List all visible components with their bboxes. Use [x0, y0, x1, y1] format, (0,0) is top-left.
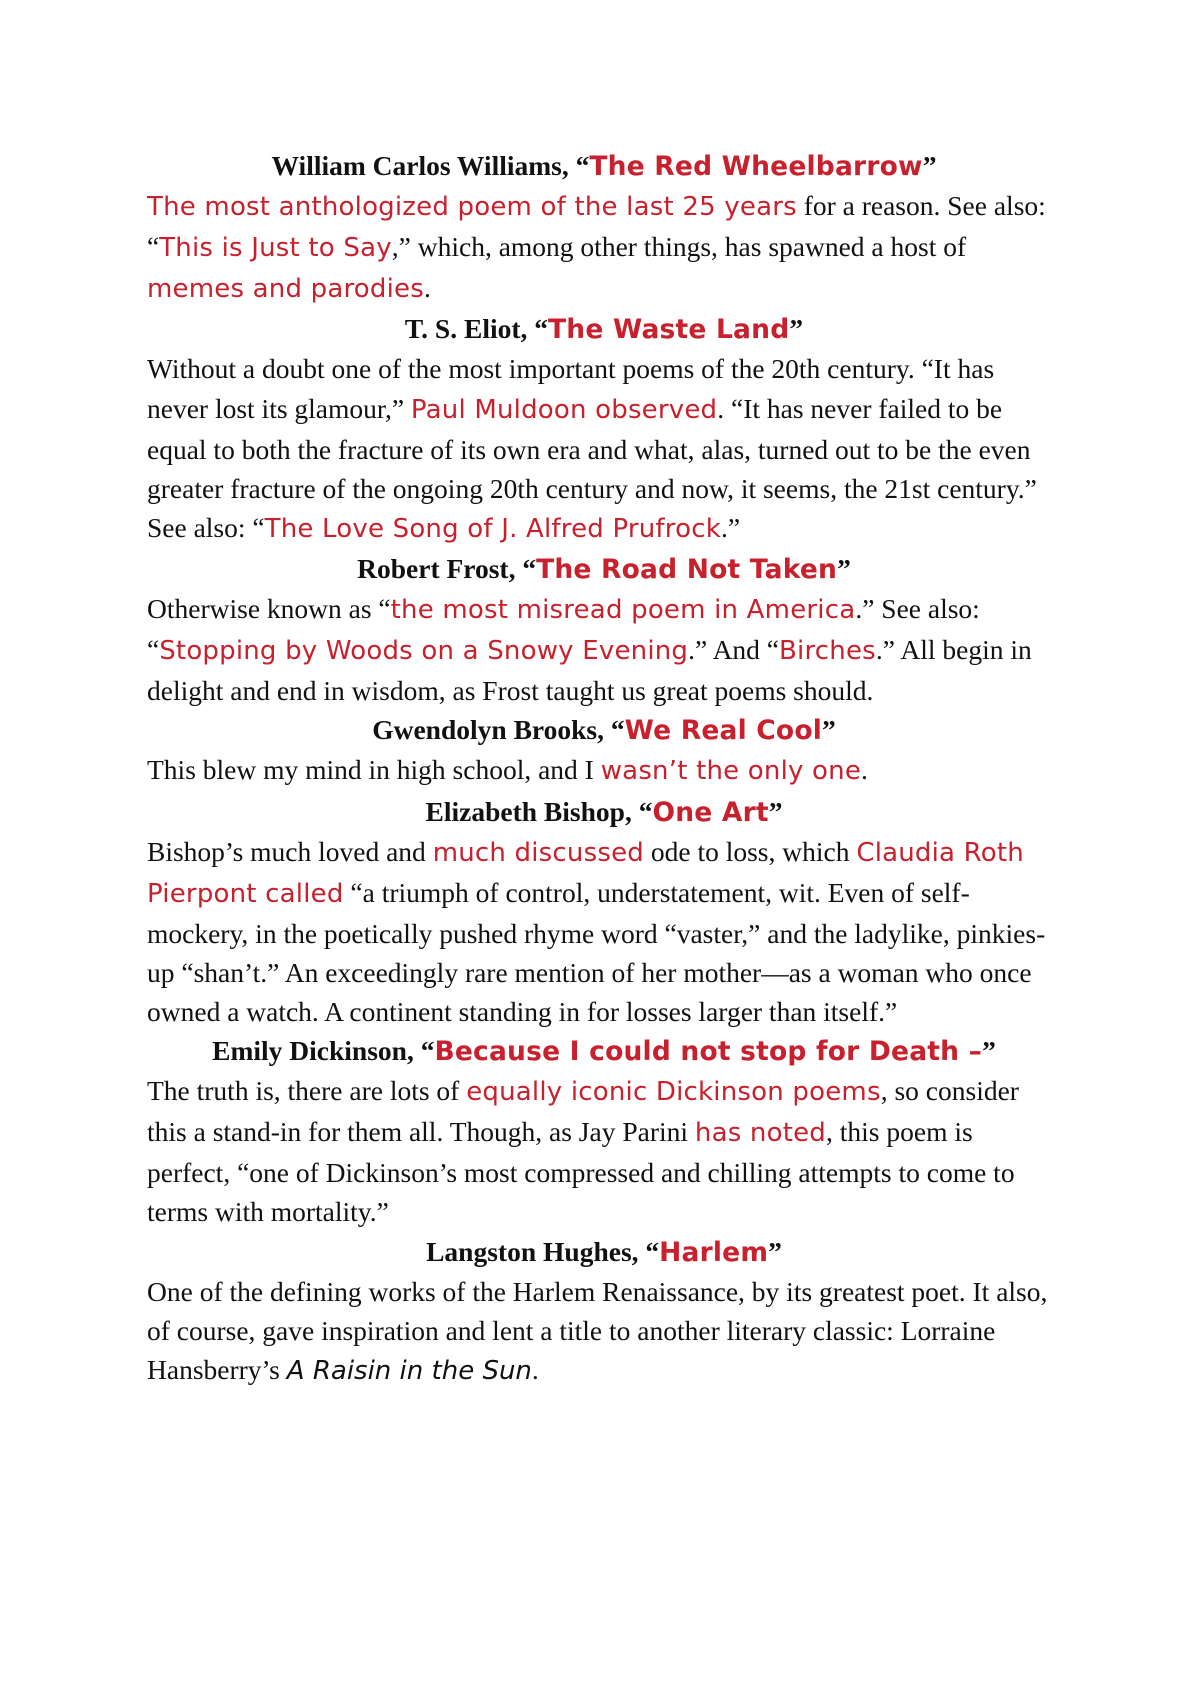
- author: Gwendolyn Brooks, “: [372, 714, 625, 746]
- heading-red-wheelbarrow: [147, 146, 1061, 186]
- paragraph-road-not-taken: [147, 589, 1061, 710]
- text-segment: Without a doubt one of the most important poems of the 20th century. “It has never lost its glamour,”: [147, 353, 995, 424]
- text-segment: Bishop’s much loved and: [147, 835, 433, 867]
- poem-title-link[interactable]: One Art: [652, 796, 769, 828]
- quote-close: ”: [837, 552, 851, 584]
- paragraph-harlem: [147, 1272, 1061, 1391]
- link-equally-iconic[interactable]: equally iconic Dickinson poems: [466, 1077, 881, 1108]
- paragraph-waste-land: [147, 349, 1061, 548]
- text-segment: ,” which, among other things, has spawned a host of: [391, 231, 967, 263]
- poem-title-link[interactable]: Harlem: [659, 1236, 769, 1268]
- paragraph-red-wheelbarrow: [147, 186, 1061, 309]
- author: Emily Dickinson, “: [212, 1035, 435, 1067]
- quote-close: ”: [768, 795, 783, 827]
- link-this-is-just-to-say[interactable]: This is Just to Say: [159, 233, 392, 264]
- text-segment: .” All begin in delight and end in wisdom, as Frost taught us great poems should.: [147, 634, 1032, 707]
- text-segment: , this poem is perfect, “one of Dickinson’s most compressed and chilling attempts to come to terms with mortality.”: [147, 1116, 1015, 1228]
- link-stopping-by-woods[interactable]: Stopping by Woods on a Snowy Evening: [159, 636, 689, 667]
- heading-we-real-cool: [147, 710, 1061, 750]
- quote-close: ”: [922, 150, 937, 181]
- author: T. S. Eliot, “: [404, 313, 549, 345]
- poem-title-link[interactable]: We Real Cool: [624, 715, 823, 747]
- poem-title-link[interactable]: The Red Wheelbarrow: [589, 151, 923, 182]
- author: Elizabeth Bishop, “: [425, 795, 653, 827]
- text-segment: This blew my mind in high school, and I: [147, 754, 601, 786]
- author: William Carlos Williams, “: [271, 150, 590, 181]
- link-paul-muldoon[interactable]: Paul Muldoon observed: [410, 394, 718, 425]
- quote-close: ”: [789, 313, 804, 345]
- link-most-misread[interactable]: the most misread poem in America: [390, 595, 856, 626]
- text-segment: , so consider this a stand-in for them all. Though, as Jay Parini: [147, 1075, 1019, 1148]
- text-segment: Otherwise known as “: [147, 593, 391, 625]
- poem-title-link[interactable]: The Waste Land: [548, 314, 790, 346]
- text-segment: . “It has never failed to be equal to both the fracture of its own era and what, alas, turned out to be the even greater fracture of the ongoing 20th century and now, it seems, the 21st century.” See also: “: [147, 392, 1037, 543]
- heading-harlem: [147, 1232, 1061, 1272]
- text-segment: One of the defining works of the Harlem Renaissance, by its greatest poet. It also, of course, gave inspiration and lent a title to another literary classic: Lorraine Hansberry’s: [147, 1275, 1048, 1385]
- text-segment: .” See also: “: [147, 593, 980, 666]
- link-claudia-roth-pierpont[interactable]: Claudia Roth Pierpont called: [147, 837, 1024, 909]
- text-segment: ode to loss, which: [643, 835, 857, 867]
- paragraph-we-real-cool: [147, 750, 1061, 791]
- link-most-anthologized[interactable]: The most anthologized poem of the last 25 years: [147, 192, 797, 223]
- author: Robert Frost, “: [357, 552, 537, 584]
- poem-title-link[interactable]: Because I could not stop for Death –: [434, 1036, 983, 1068]
- link-wasnt-the-only-one[interactable]: wasn’t the only one: [600, 756, 862, 787]
- document-body: [147, 146, 1061, 1391]
- link-has-noted[interactable]: has noted: [694, 1118, 826, 1149]
- text-segment: .: [861, 754, 868, 786]
- heading-waste-land: [147, 309, 1061, 349]
- heading-because-i-could-not-stop: [147, 1031, 1061, 1071]
- quote-close: ”: [768, 1235, 782, 1267]
- text-segment: .: [423, 272, 431, 304]
- link-memes-and-parodies[interactable]: memes and parodies: [147, 274, 424, 305]
- poem-title-link[interactable]: The Road Not Taken: [536, 553, 838, 585]
- quote-close: ”: [822, 714, 836, 746]
- text-segment: .: [531, 1353, 539, 1385]
- heading-one-art: [147, 792, 1061, 832]
- author: Langston Hughes, “: [426, 1235, 660, 1267]
- paragraph-dickinson: [147, 1071, 1061, 1231]
- text-segment: for a reason. See also: “: [147, 190, 1046, 263]
- book-title-italic: A Raisin in the Sun: [286, 1355, 532, 1386]
- link-much-discussed[interactable]: much discussed: [432, 837, 644, 868]
- link-prufrock[interactable]: The Love Song of J. Alfred Prufrock: [264, 513, 721, 544]
- heading-road-not-taken: [147, 549, 1061, 589]
- text-segment: .”: [720, 511, 741, 543]
- link-birches[interactable]: Birches: [779, 636, 876, 667]
- text-segment: The truth is, there are lots of: [147, 1075, 467, 1107]
- text-segment: .” And “: [688, 634, 780, 666]
- quote-close: ”: [982, 1035, 996, 1067]
- paragraph-one-art: [147, 832, 1061, 1031]
- text-segment: “a triumph of control, understatement, wit. Even of self-mockery, in the poetically pushed rhyme word “vaster,” and the ladylike, pinkies-up “shan’t.” An exceedingly rare mention of her mother—as a woman who once owned a watch. A continent standing in for losses larger than itself.”: [147, 876, 1046, 1027]
